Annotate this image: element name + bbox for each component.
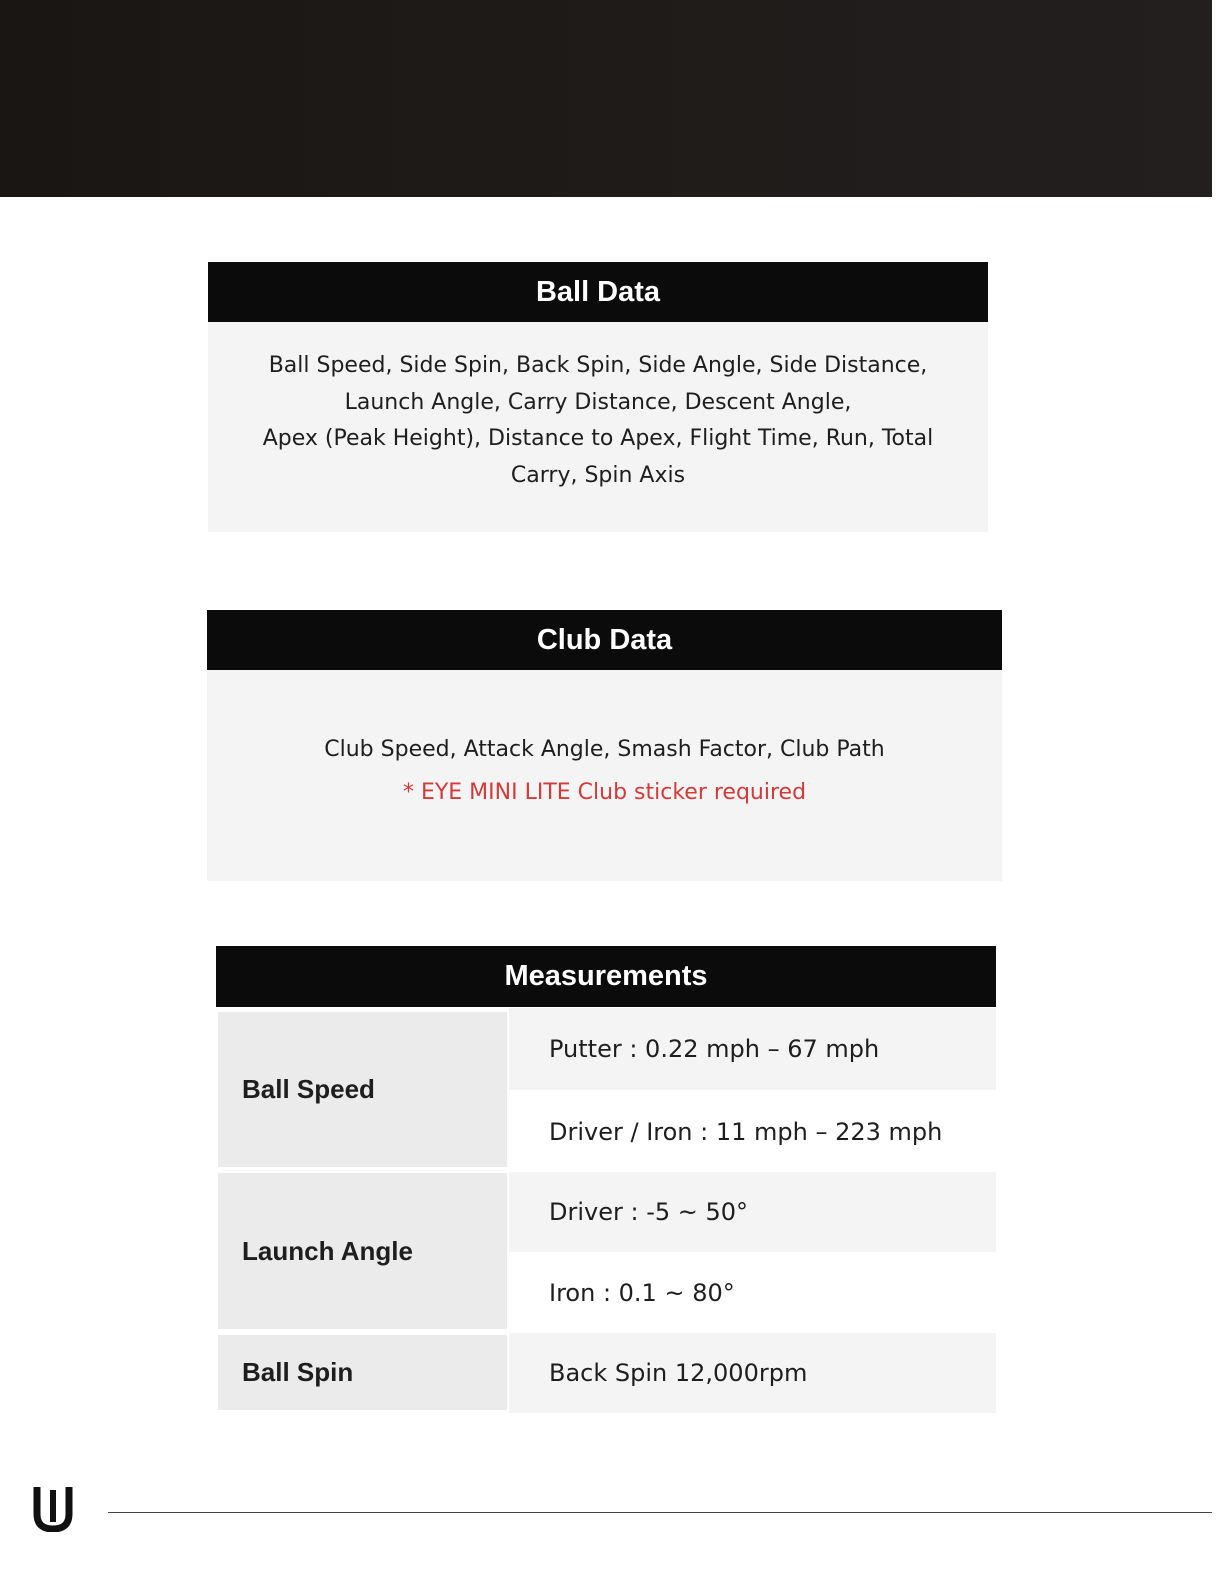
top-banner xyxy=(0,0,1212,197)
measurement-value: Driver / Iron : 11 mph – 223 mph xyxy=(509,1092,996,1172)
measurement-value: Iron : 0.1 ~ 80° xyxy=(509,1254,996,1332)
measurement-value: Driver : -5 ~ 50° xyxy=(509,1172,996,1252)
club-data-body xyxy=(207,670,1002,881)
ball-data-text xyxy=(238,348,958,494)
footer-divider xyxy=(108,1512,1212,1513)
ball-data-body xyxy=(208,322,988,532)
measurement-label-ball-spin: Ball Spin xyxy=(218,1335,507,1410)
measurements-header xyxy=(216,946,996,1007)
club-data-text: Club Speed, Attack Angle, Smash Factor, Club Path xyxy=(324,737,885,762)
ball-data-line: Apex (Peak Height), Distance to Apex, Flight Time, Run, Total xyxy=(262,426,934,451)
ball-data-header xyxy=(208,262,988,322)
measurement-value: Putter : 0.22 mph – 67 mph xyxy=(509,1008,996,1090)
club-sticker-note: * EYE MINI LITE Club sticker required xyxy=(402,780,807,805)
ball-data-title: Ball Data xyxy=(535,275,661,308)
measurement-value: Back Spin 12,000rpm xyxy=(509,1333,996,1413)
club-data-title: Club Data xyxy=(536,623,673,656)
measurement-label-launch-angle: Launch Angle xyxy=(218,1173,507,1329)
measurements-title: Measurements xyxy=(504,960,708,992)
ball-data-line: Carry, Spin Axis xyxy=(510,462,686,488)
club-data-header xyxy=(207,610,1002,670)
measurement-label-ball-speed: Ball Speed xyxy=(218,1012,507,1167)
ball-data-line: Launch Angle, Carry Distance, Descent Angle, xyxy=(344,389,852,415)
ball-data-line: Ball Speed, Side Spin, Back Spin, Side Angle, Side Distance, xyxy=(268,353,928,378)
u-logo-icon xyxy=(33,1484,73,1532)
